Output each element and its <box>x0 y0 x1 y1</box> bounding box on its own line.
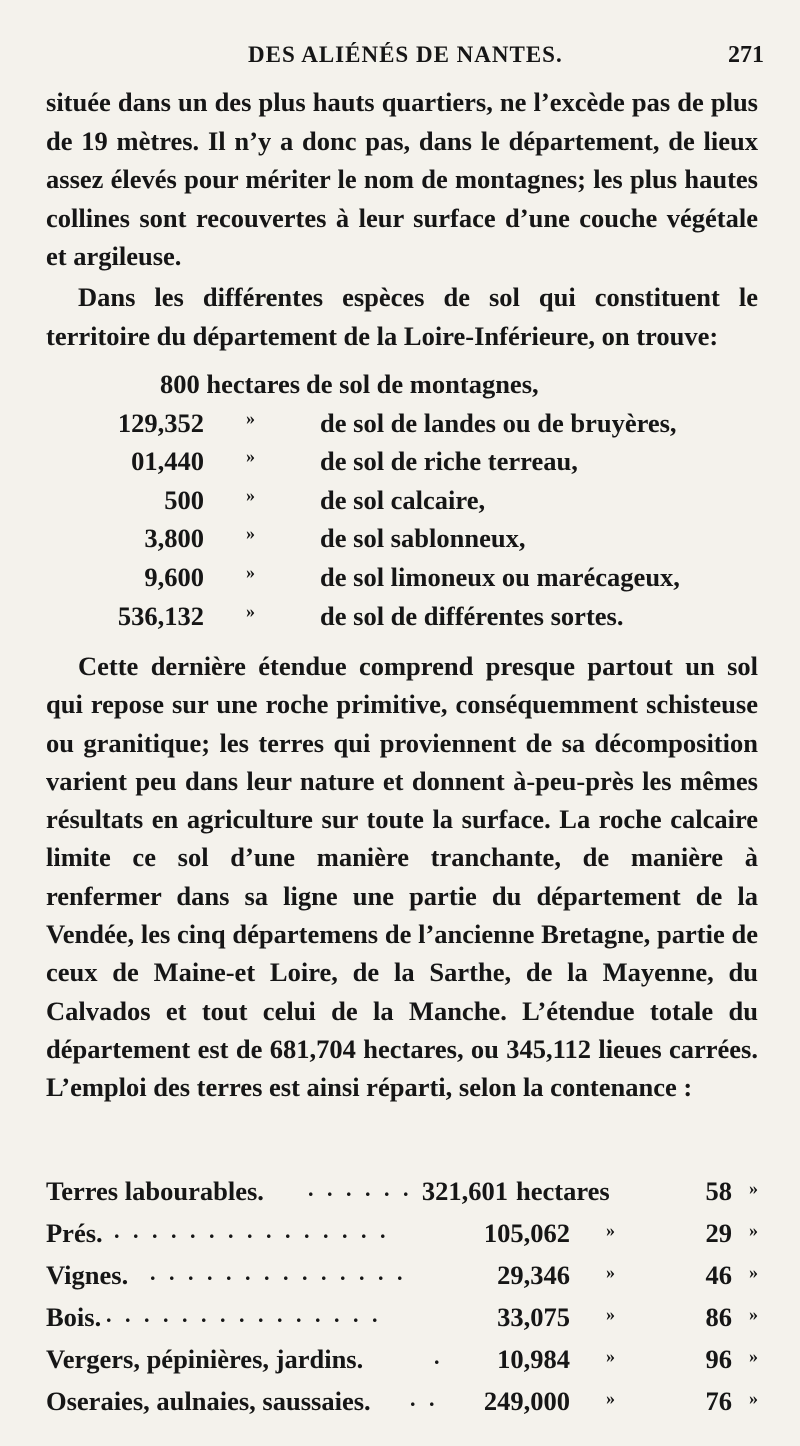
soil-description: de sol de différentes sortes. <box>320 600 624 631</box>
leader-dots: . . . . . . . . . . . . . . <box>150 1260 407 1285</box>
land-fraction: 96 <box>705 1344 732 1374</box>
end-mark: » <box>749 1388 758 1408</box>
land-value: 33,075 <box>497 1302 570 1332</box>
ditto-mark: » <box>246 446 255 467</box>
land-label: Prés. <box>46 1218 103 1248</box>
land-fraction: 46 <box>705 1260 732 1290</box>
end-mark: » <box>749 1346 758 1366</box>
land-unit: » <box>606 1346 615 1366</box>
soil-description: de sol sablonneux, <box>320 523 526 554</box>
ditto-mark: » <box>246 523 255 544</box>
land-fraction: 58 <box>705 1176 732 1206</box>
land-value: 29,346 <box>497 1260 570 1290</box>
land-label: Vergers, pépinières, jardins. <box>46 1344 364 1374</box>
leader-dots: . . <box>410 1386 439 1411</box>
page-number: 271 <box>728 42 764 68</box>
ditto-mark: » <box>246 561 255 582</box>
soil-amount: 9,600 <box>144 561 204 592</box>
land-row <box>46 1170 758 1212</box>
soil-row <box>46 479 758 518</box>
soil-amount: 01,440 <box>131 446 204 477</box>
land-unit: » <box>606 1220 615 1240</box>
land-use-table <box>46 1170 758 1422</box>
soil-row <box>46 517 758 556</box>
soil-types-table <box>46 363 758 633</box>
land-value: 10,984 <box>497 1344 570 1374</box>
soil-row <box>46 556 758 595</box>
soil-row <box>46 402 758 441</box>
leader-dots: . . . . . . . . . . . . . . . <box>106 1302 382 1327</box>
soil-amount: 129,352 <box>117 407 204 438</box>
page-header <box>0 42 800 82</box>
land-fraction: 86 <box>705 1302 732 1332</box>
soil-row <box>46 595 758 634</box>
soil-row <box>46 363 758 402</box>
end-mark: » <box>749 1304 758 1324</box>
land-unit: » <box>606 1262 615 1282</box>
soil-description: de sol limoneux ou marécageux, <box>320 561 680 592</box>
ditto-mark: » <box>246 600 255 621</box>
paragraph-2: Dans les différentes espèces de sol qui constituent le territoire du département de la Loire-Inférieure, on trouve: <box>46 282 758 351</box>
land-value: 249,000 <box>483 1386 570 1416</box>
soil-description: de sol de landes ou de bruyères, <box>320 407 677 438</box>
soil-row <box>46 440 758 479</box>
soil-amount: 536,132 <box>117 600 204 631</box>
soil-amount: 800 hectares <box>160 369 301 399</box>
land-row <box>46 1338 758 1380</box>
land-label: Vignes. <box>46 1260 129 1290</box>
soil-amount: 500 <box>164 484 204 515</box>
land-fraction: 29 <box>705 1218 732 1248</box>
paragraph-3: Cette dernière étendue comprend presque partout un sol qui repose sur une roche primitive, conséquemment schisteuse ou granitique; les terres qui proviennent de sa décomposition varient peu dans leur nature et donnent à-peu-près les mêmes résultats en agriculture sur toute la surface. La roche calcaire limite ce sol d’une manière tranchante, de manière à renfermer dans sa ligne une partie du département de la Vendée, les cinq départemens de l’ancienne Bretagne, partie de ceux de Maine-et Loire, de la Sarthe, de la Mayenne, du Calvados et tout celui de la Manche. L’étendue totale du département est de 681,704 hectares, ou 345,112 lieues carrées. L’emploi des terres est ainsi réparti, selon la contenance : <box>46 651 758 1103</box>
soil-description: de sol de riche terreau, <box>320 446 578 477</box>
land-row <box>46 1254 758 1296</box>
land-label: Oseraies, aulnaies, saussaies. <box>46 1386 371 1416</box>
soil-description: de sol calcaire, <box>320 484 486 515</box>
soil-description: de sol de montagnes, <box>306 369 539 399</box>
leader-dots: . . . . . . . . . . . . . . . <box>114 1218 390 1243</box>
leader-dots: . <box>434 1344 444 1369</box>
land-value: 105,062 <box>483 1218 570 1248</box>
ditto-mark: » <box>246 407 255 428</box>
land-row <box>46 1380 758 1422</box>
leader-dots: . . . . . . <box>308 1176 413 1201</box>
soil-amount: 3,800 <box>144 523 204 554</box>
land-row <box>46 1212 758 1254</box>
land-label: Terres labourables. <box>46 1176 264 1206</box>
end-mark: » <box>749 1178 758 1198</box>
end-mark: » <box>749 1220 758 1240</box>
land-unit: hectares <box>516 1176 610 1206</box>
paragraph-1: située dans un des plus hauts quartiers, ne l’excède pas de plus de 19 mètres. Il n’y a donc pas, dans le département, de lieux assez élevés pour mériter le nom de montagnes; les plus hautes collines sont recouvertes à leur surface d’une couche végétale et argileuse. <box>46 87 758 271</box>
land-row <box>46 1296 758 1338</box>
land-value: 321,601 <box>421 1176 508 1206</box>
land-fraction: 76 <box>705 1386 732 1416</box>
land-unit: » <box>606 1304 615 1324</box>
land-unit: » <box>606 1388 615 1408</box>
land-label: Bois. <box>46 1302 102 1332</box>
ditto-mark: » <box>246 484 255 505</box>
end-mark: » <box>749 1262 758 1282</box>
running-title: DES ALIÉNÉS DE NANTES. <box>248 42 563 67</box>
